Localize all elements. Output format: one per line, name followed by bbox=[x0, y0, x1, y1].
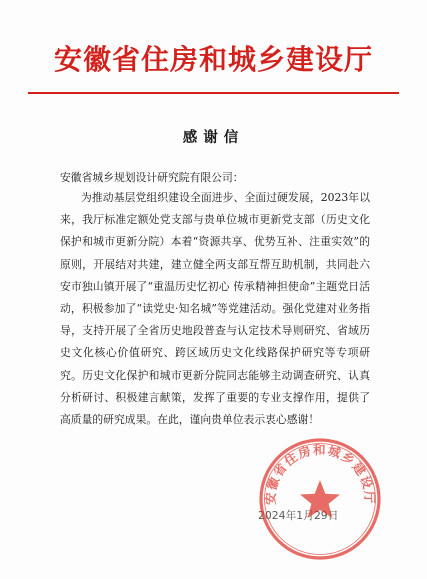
header-divider bbox=[28, 92, 399, 94]
letter-body bbox=[60, 187, 370, 431]
letter-title: 感谢信 bbox=[182, 129, 245, 146]
letter-date: 2024年1月29日 bbox=[258, 509, 339, 522]
salutation: 安徽省城乡规划设计研究院有限公司： bbox=[60, 171, 244, 184]
official-seal-icon bbox=[257, 436, 383, 562]
seal-text: 安徽省住房和城乡建设厅 bbox=[262, 442, 378, 506]
body-paragraph: 为推动基层党组织建设全面进步、全面过硬发展，2023年以来，我厅标准定额处党支部与贵单位城市更新党支部（历史文化保护和城市更新分院）本着“资源共享、优势互补、注重实效”的原则，开展结对共建，建立健全两支部互帮互助机制，共同赴六安市独山镇开展了“重温历史忆初心 传承精神担使命”主题党日活动，积极参加了“读党史·知名城”等党建活动。强化党建对业务指导，支持开展了全省历史地段普查与认定技术导则研究、省域历史文化核心价值研究、跨区域历史文化线路保护研究等专项研究。历史文化保护和城市更新分院同志能够主动调查研究、认真分析研讨、积极建言献策，发挥了重要的专业支撑作用，提供了高质量的研究成果。在此，谨向贵单位表示衷心感谢！ bbox=[60, 191, 370, 427]
org-title: 安徽省住房和城乡建设厅 bbox=[53, 43, 373, 76]
